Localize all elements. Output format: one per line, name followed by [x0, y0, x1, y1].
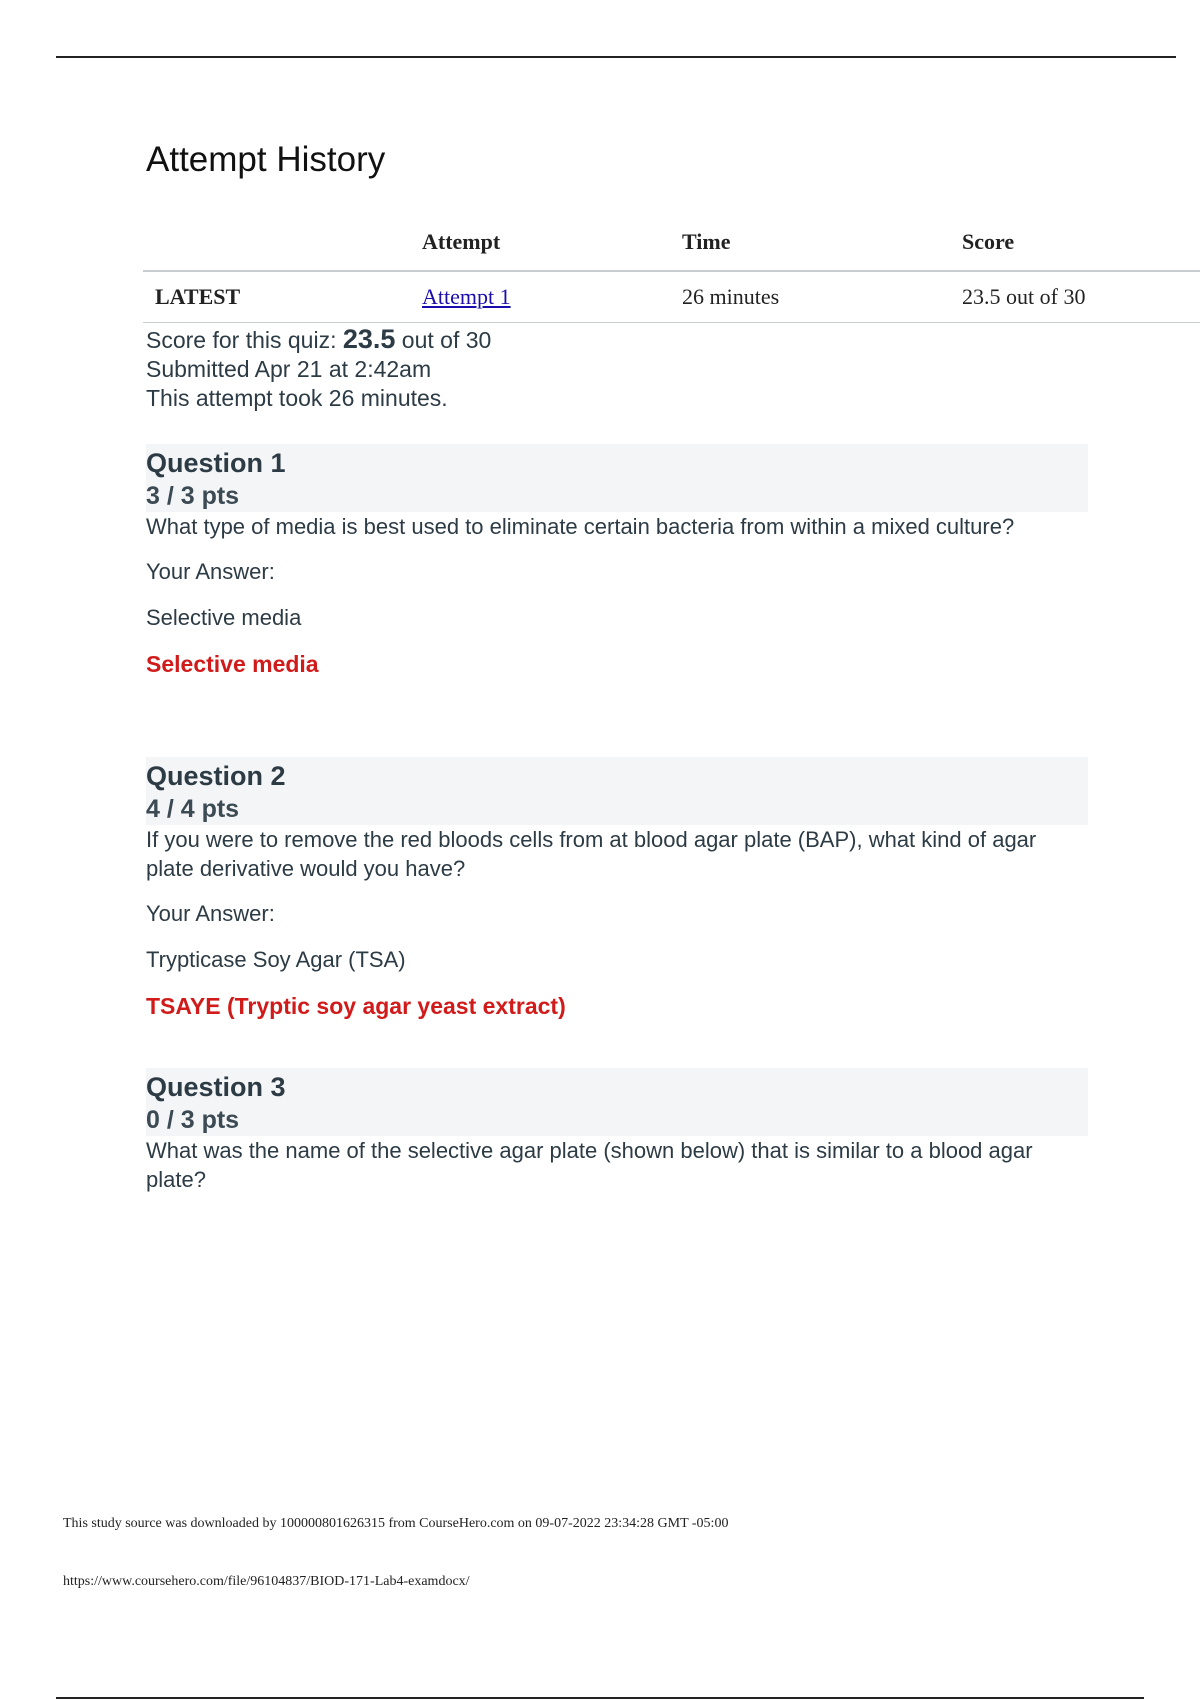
your-answer: Selective media	[146, 605, 302, 630]
question-2	[146, 757, 1088, 1021]
question-3	[146, 1068, 1088, 1194]
question-text: If you were to remove the red bloods cells from at blood agar plate (BAP), what kind of agar plate derivative would you have?	[146, 827, 1037, 881]
footer-url: https://www.coursehero.com/file/96104837/BIOD-171-Lab4-examdocx/	[63, 1574, 470, 1589]
question-text: What type of media is best used to eliminate certain bacteria from within a mixed culture?	[146, 514, 1015, 539]
latest-label: LATEST	[155, 284, 241, 309]
score-line	[146, 325, 491, 355]
submitted-line: Submitted Apr 21 at 2:42am	[146, 356, 432, 382]
your-answer-label: Your Answer:	[146, 901, 275, 926]
question-points: 3 / 3 pts	[146, 482, 240, 510]
page-title: Attempt History	[146, 140, 386, 179]
correct-answer: TSAYE (Tryptic soy agar yeast extract)	[146, 993, 566, 1019]
question-points: 0 / 3 pts	[146, 1106, 240, 1134]
header-score: Score	[962, 229, 1015, 254]
score-suffix: out of 30	[395, 327, 492, 353]
question-header	[146, 1068, 1088, 1136]
question-header	[146, 757, 1088, 825]
footer-source: This study source was downloaded by 100000801626315 from CourseHero.com on 09-07-2022 23:34:28 GMT -05:00	[63, 1516, 729, 1531]
score-prefix: Score for this quiz:	[146, 327, 343, 353]
header-attempt: Attempt	[422, 229, 501, 254]
question-title: Question 3	[146, 1072, 286, 1102]
duration-line: This attempt took 26 minutes.	[146, 385, 448, 411]
header-time: Time	[682, 229, 731, 254]
question-title: Question 2	[146, 761, 286, 791]
question-header	[146, 444, 1088, 512]
quiz-summary	[146, 325, 491, 413]
question-text: What was the name of the selective agar plate (shown below) that is similar to a blood agar plate?	[146, 1138, 1033, 1192]
correct-answer: Selective media	[146, 651, 319, 677]
attempt-link[interactable]: Attempt 1	[422, 284, 511, 309]
time-cell: 26 minutes	[682, 284, 780, 309]
top-rule	[56, 56, 1176, 58]
question-title: Question 1	[146, 448, 286, 478]
your-answer-label: Your Answer:	[146, 559, 275, 584]
attempt-history-table	[143, 214, 1200, 323]
bottom-rule	[56, 1697, 1144, 1699]
table-row	[143, 271, 1200, 323]
question-1	[146, 444, 1088, 679]
question-points: 4 / 4 pts	[146, 795, 240, 823]
score-cell: 23.5 out of 30	[962, 284, 1086, 309]
header-label	[143, 214, 422, 271]
table-header-row	[143, 214, 1200, 271]
score-value: 23.5	[342, 324, 396, 354]
your-answer: Trypticase Soy Agar (TSA)	[146, 947, 406, 972]
attempt-cell	[422, 271, 682, 323]
